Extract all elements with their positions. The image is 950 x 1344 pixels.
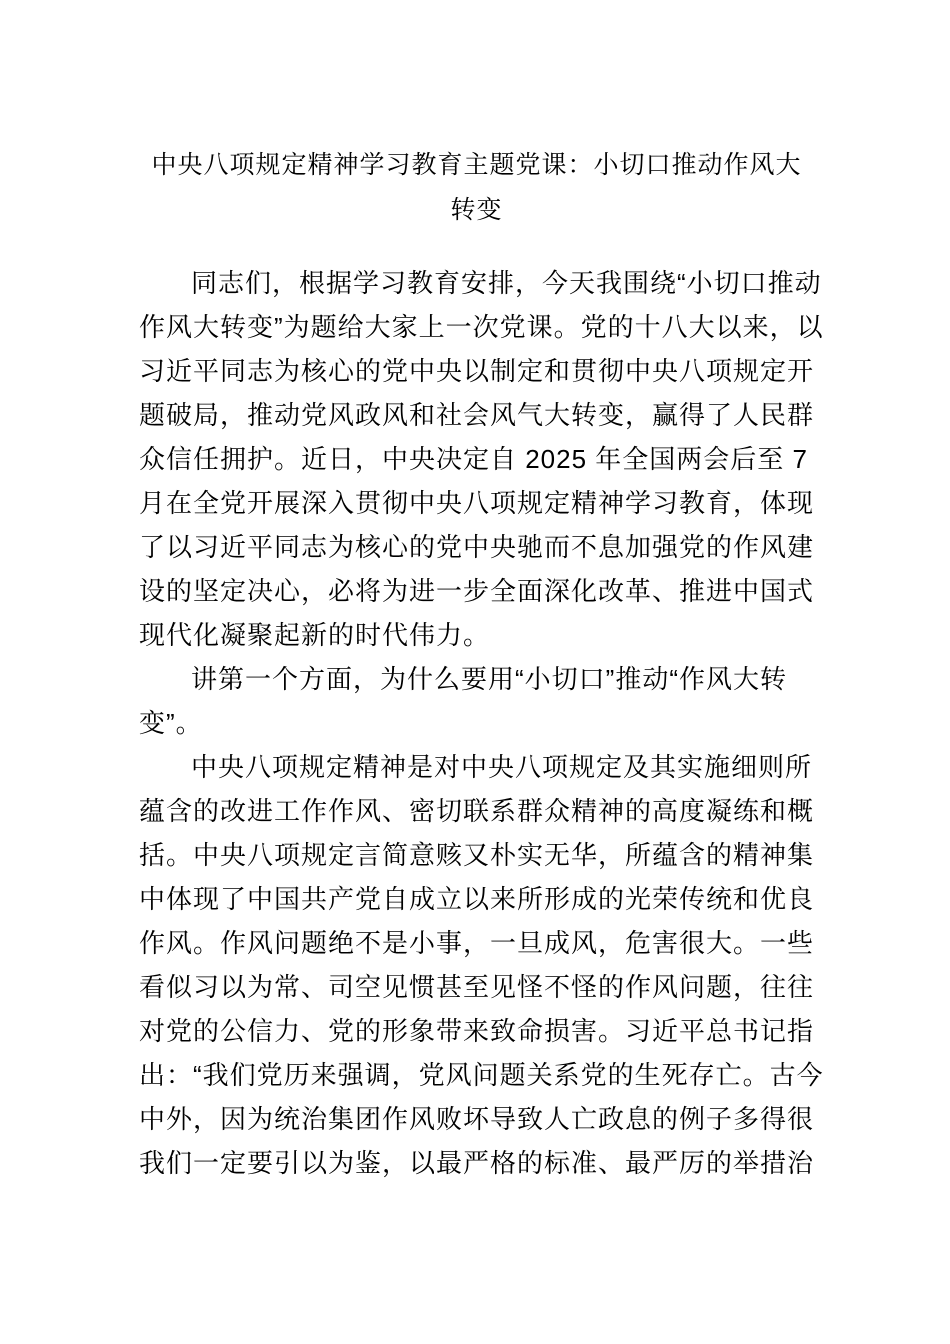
- document-title: [139, 143, 814, 233]
- paragraph: [139, 657, 814, 745]
- text-line: 蕴含的改进工作作风、密切联系群众精神的高度凝练和概: [139, 796, 815, 826]
- paragraph: [139, 745, 824, 1185]
- paragraph: [139, 261, 824, 657]
- text-line: 作风大转变”为题给大家上一次党课。党的十八大以来，以: [139, 312, 824, 342]
- text-line: 中外，因为统治集团作风败坏导致人亡政息的例子多得很: [139, 1104, 815, 1134]
- text-line: 看似习以为常、司空见惯甚至见怪不怪的作风问题，往往: [139, 972, 815, 1002]
- title-line-2: 转变: [450, 196, 503, 224]
- text-line: 同志们，根据学习教育安排，今天我围绕“小切口推动: [191, 268, 822, 298]
- text-line: 题破局，推动党风政风和社会风气大转变，赢得了人民群: [139, 400, 815, 430]
- text-line: 讲第一个方面，为什么要用“小切口”推动“作风大转: [191, 664, 787, 694]
- text-line: 出：“我们党历来强调，党风问题关系党的生死存亡。古今: [139, 1060, 824, 1090]
- text-line: 括。中央八项规定言简意赅又朴实无华，所蕴含的精神集: [139, 840, 815, 870]
- text-line: 众信任拥护。近日，中央决定自 2025 年全国两会后至 7: [139, 444, 808, 474]
- text-line: 月在全党开展深入贯彻中央八项规定精神学习教育，体现: [139, 488, 815, 518]
- text-line: 设的坚定决心，必将为进一步全面深化改革、推进中国式: [139, 576, 815, 606]
- text-line: 作风。作风问题绝不是小事，一旦成风，危害很大。一些: [139, 928, 815, 958]
- text-line: 了以习近平同志为核心的党中央驰而不息加强党的作风建: [139, 532, 815, 562]
- text-line: 我们一定要引以为鉴，以最严格的标准、最严厉的举措治: [139, 1148, 815, 1178]
- text-line: 中央八项规定精神是对中央八项规定及其实施细则所: [191, 752, 813, 782]
- text-line: 对党的公信力、党的形象带来致命损害。习近平总书记指: [139, 1016, 815, 1046]
- text-line: 变”。: [139, 708, 203, 738]
- title-line-1: 中央八项规定精神学习教育主题党课：小切口推动作风大: [151, 151, 802, 179]
- text-line: 中体现了中国共产党自成立以来所形成的光荣传统和优良: [139, 884, 815, 914]
- document-body: [139, 261, 824, 1185]
- text-line: 习近平同志为核心的党中央以制定和贯彻中央八项规定开: [139, 356, 815, 386]
- text-line: 现代化凝聚起新的时代伟力。: [139, 620, 491, 650]
